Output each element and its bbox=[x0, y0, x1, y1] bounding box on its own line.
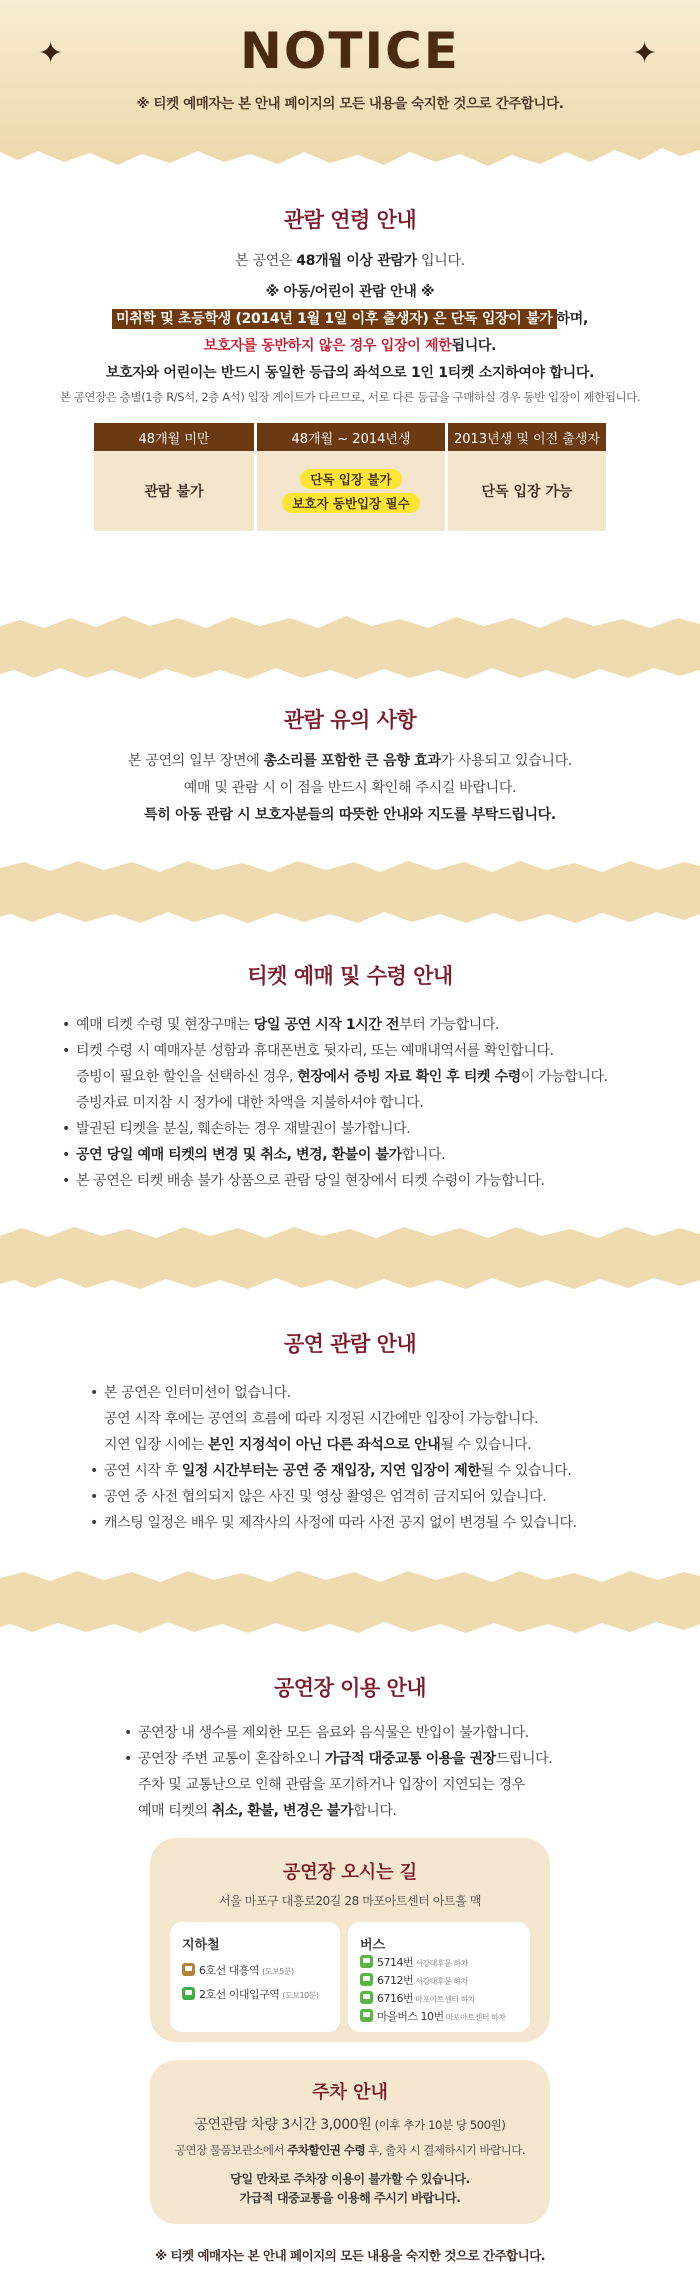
age-table-header: 48개월 미만 bbox=[94, 423, 254, 451]
bus-icon bbox=[360, 1973, 373, 1986]
bus-item bbox=[360, 1972, 468, 1988]
list-item: • 발권된 티켓을 분실, 훼손하는 경우 재발권이 불가합니다. bbox=[62, 1116, 662, 1142]
subway-item-name: 6호선 대흥역 bbox=[199, 1964, 260, 1977]
list-item bbox=[90, 1380, 670, 1458]
paper-divider-3 bbox=[0, 1222, 700, 1294]
bus-item-number: 6712번 bbox=[377, 1974, 414, 1987]
highlight-label: 단독 입장 불가 bbox=[300, 469, 401, 489]
ticket-b2-prefix: 증빙이 필요한 할인을 선택하신 경우, bbox=[76, 1069, 298, 1085]
subway-item bbox=[182, 1962, 294, 1978]
ticket-list bbox=[62, 1012, 662, 1194]
bus-item-stop: 서강대후문 하차 bbox=[413, 1977, 468, 1986]
parking-title: 주차 안내 bbox=[312, 2082, 388, 2103]
parking-discount-prefix: 공연장 물품보관소에서 bbox=[174, 2143, 288, 2157]
caution-line-prefix: 본 공연의 일부 장면에 bbox=[127, 753, 264, 769]
bus-icon bbox=[360, 2009, 373, 2022]
caution-line: 예매 및 관람 시 이 점을 반드시 확인해 주시길 바랍니다. bbox=[183, 780, 517, 796]
age-intro-prefix: 본 공연은 bbox=[235, 253, 297, 269]
parking-warning-line: 당일 만차로 주차장 이용이 불가할 수 있습니다. bbox=[230, 2172, 470, 2186]
list-item bbox=[62, 1038, 662, 1116]
caution-line: 특히 아동 관람 시 보호자분들의 따뜻한 안내와 지도를 부탁드립니다. bbox=[144, 807, 556, 823]
directions-card bbox=[150, 1838, 550, 2042]
parking-rate bbox=[150, 2114, 550, 2134]
ticket-title: 티켓 예매 및 수령 안내 bbox=[247, 964, 453, 988]
parking-discount bbox=[150, 2142, 550, 2158]
perf-b1-suffix: 될 수 있습니다. bbox=[440, 1437, 532, 1453]
venue-b2-suffix: 드립니다. bbox=[495, 1751, 553, 1767]
ticket-b2-line1: 티켓 수령 시 예매자분 성함과 휴대폰번호 뒷자리, 또는 예매내역서를 확인합니다. bbox=[76, 1043, 554, 1059]
venue-b2-bold: 가급적 대중교통 이용을 권장 bbox=[324, 1751, 496, 1767]
venue-b2-l3-bold: 취소, 환불, 변경은 불가 bbox=[211, 1803, 354, 1819]
age-table-header: 2013년생 및 이전 출생자 bbox=[448, 423, 606, 451]
perf-section bbox=[0, 1328, 700, 1358]
age-table-cell: 관람 불가 bbox=[94, 451, 254, 531]
parking-warning-line: 가급적 대중교통을 이용해 주시기 바랍니다. bbox=[239, 2191, 461, 2205]
list-item bbox=[62, 1142, 662, 1168]
perf-b2-prefix: 공연 시작 후 bbox=[104, 1463, 182, 1479]
bus-icon bbox=[360, 1991, 373, 2004]
guardian-required-red: 보호자를 동반하지 않은 경우 입장이 제한 bbox=[203, 338, 452, 354]
child-restriction bbox=[0, 306, 700, 333]
list-item bbox=[124, 1746, 664, 1824]
ticket-b2-line3: 증빙자료 미지참 시 정가에 대한 차액을 지불하셔야 합니다. bbox=[76, 1095, 424, 1111]
paper-divider-4 bbox=[0, 1566, 700, 1638]
parking-card bbox=[150, 2060, 550, 2224]
parking-discount-bold: 주차할인권 수령 bbox=[287, 2143, 366, 2157]
parking-discount-suffix: 후, 출차 시 결제하시기 바랍니다. bbox=[365, 2143, 526, 2157]
ticket-b2-suffix: 이 가능합니다. bbox=[520, 1069, 608, 1085]
child-restriction-highlight: 미취학 및 초등학생 (2014년 1월 1일 이후 출생자) 은 단독 입장이 불가 bbox=[112, 309, 557, 329]
subway-label: 지하철 bbox=[182, 1938, 220, 1953]
perf-b2-bold: 일정 시간부터는 공연 중 재입장, 지연 입장이 제한 bbox=[181, 1463, 481, 1479]
gate-note: 본 공연장은 층별(1층 R/S석, 2층 A석) 입장 게이트가 다르므로, 서로 다른 등급을 구매하실 경우 동반 입장이 제한됩니다. bbox=[59, 390, 641, 404]
age-table bbox=[91, 423, 609, 531]
highlight-label: 보호자 동반입장 필수 bbox=[282, 493, 419, 513]
perf-b1-bold: 본인 지정석이 아닌 다른 좌석으로 안내 bbox=[208, 1437, 441, 1453]
guardian-required bbox=[0, 333, 700, 360]
age-intro-suffix: 입니다. bbox=[416, 253, 465, 269]
ticket-b4-suffix: 합니다. bbox=[401, 1147, 446, 1163]
parking-rate-extra: (이후 추가 10분 당 500원) bbox=[371, 2118, 506, 2132]
ticket-b1-bold: 당일 공연 시작 1시간 전 bbox=[253, 1017, 400, 1033]
subway-box bbox=[170, 1922, 340, 2032]
directions-title: 공연장 오시는 길 bbox=[282, 1862, 418, 1883]
list-item: • 공연 중 사전 협의되지 않은 사진 및 영상 촬영은 엄격히 금지되어 있습니다. bbox=[90, 1484, 670, 1510]
perf-b2-suffix: 될 수 있습니다. bbox=[480, 1463, 572, 1479]
bus-label: 버스 bbox=[360, 1938, 386, 1953]
caution-title: 관람 유의 사항 bbox=[283, 708, 417, 732]
venue-b2-prefix: 공연장 주변 교통이 혼잡하오니 bbox=[138, 1751, 325, 1767]
perf-b1-prefix: 지연 입장 시에는 bbox=[104, 1437, 209, 1453]
age-table-cell: 단독 입장 가능 bbox=[448, 451, 606, 531]
age-intro bbox=[0, 248, 700, 275]
age-title: 관람 연령 안내 bbox=[283, 208, 417, 232]
subway-item-name: 2호선 이대입구역 bbox=[199, 1988, 280, 2001]
footer bbox=[0, 2246, 700, 2264]
age-section bbox=[0, 204, 700, 531]
bus-item-number: 마을버스 10번 bbox=[377, 2010, 444, 2023]
ticket-b1-suffix: 부터 가능합니다. bbox=[399, 1017, 500, 1033]
bus-item-stop: 서강대후문 하차 bbox=[413, 1959, 468, 1968]
age-table-cell bbox=[257, 451, 445, 531]
list-item: • 캐스팅 일정은 배우 및 제작사의 사정에 따라 사전 공지 없이 변경될 수 있습니다. bbox=[90, 1510, 670, 1536]
venue-b2-l3-prefix: 예매 티켓의 bbox=[138, 1803, 212, 1819]
subway-item bbox=[182, 1986, 319, 2002]
perf-b1-line1: 본 공연은 인터미션이 없습니다. bbox=[104, 1385, 291, 1401]
caution-line bbox=[0, 748, 700, 775]
age-intro-bold: 48개월 이상 관람가 bbox=[296, 253, 417, 269]
header-notice: ※ 티켓 예매자는 본 안내 페이지의 모든 내용을 숙지한 것으로 간주합니다. bbox=[136, 96, 564, 112]
caution-line-suffix: 가 사용되고 있습니다. bbox=[440, 753, 573, 769]
paper-divider-2 bbox=[0, 856, 700, 928]
sparkle-right-icon: ✦ bbox=[632, 36, 658, 71]
subway-item-walk: (도보10분) bbox=[282, 1991, 319, 2000]
bus-item-number: 5714번 bbox=[377, 1956, 414, 1969]
list-item: • 공연장 내 생수를 제외한 모든 음료와 음식물은 반입이 불가합니다. bbox=[124, 1720, 664, 1746]
ticket-b1-prefix: 예매 티켓 수령 및 현장구매는 bbox=[76, 1017, 254, 1033]
guardian-seat-note: 보호자와 어린이는 반드시 동일한 등급의 좌석으로 1인 1티켓 소지하여야 합니다. bbox=[105, 365, 595, 381]
age-table-header: 48개월 ~ 2014년생 bbox=[257, 423, 445, 451]
venue-b2-line2: 주차 및 교통난으로 인해 관람을 포기하거나 입장이 지연되는 경우 bbox=[138, 1777, 525, 1793]
page-title: NOTICE bbox=[240, 22, 460, 80]
ticket-b4-bold: 공연 당일 예매 티켓의 변경 및 취소, 변경, 환불이 불가 bbox=[76, 1147, 402, 1163]
child-heading: ※ 아동/어린이 관람 안내 ※ bbox=[265, 284, 435, 300]
bus-item bbox=[360, 1954, 468, 1970]
subway-icon bbox=[182, 1987, 195, 2000]
ticket-section bbox=[0, 960, 700, 990]
list-item: • 본 공연은 티켓 배송 불가 상품으로 관람 당일 현장에서 티켓 수령이 가능합니다. bbox=[62, 1168, 662, 1194]
subway-item-walk: (도보5분) bbox=[262, 1967, 294, 1976]
perf-list bbox=[90, 1380, 670, 1536]
caution-section bbox=[0, 704, 700, 829]
perf-title: 공연 관람 안내 bbox=[283, 1332, 417, 1356]
venue-section bbox=[0, 1672, 700, 1702]
paper-divider-1 bbox=[0, 612, 700, 684]
bus-item bbox=[360, 1990, 475, 2006]
list-item bbox=[90, 1458, 670, 1484]
child-restriction-suffix: 하며, bbox=[556, 311, 588, 327]
bus-item-number: 6716번 bbox=[377, 1992, 414, 2005]
guardian-required-suffix: 됩니다. bbox=[451, 338, 497, 354]
venue-b2-l3-suffix: 합니다. bbox=[353, 1803, 397, 1819]
parking-rate-main: 공연관람 차량 3시간 3,000원 bbox=[194, 2117, 372, 2133]
subway-icon bbox=[182, 1963, 195, 1976]
list-item bbox=[62, 1012, 662, 1038]
venue-list bbox=[124, 1720, 664, 1824]
directions-address: 서울 마포구 대흥로20길 28 마포아트센터 아트홀 맥 bbox=[218, 1894, 482, 1908]
footer-notice: ※ 티켓 예매자는 본 안내 페이지의 모든 내용을 숙지한 것으로 간주합니다. bbox=[154, 2248, 546, 2263]
header bbox=[0, 22, 700, 112]
bus-item bbox=[360, 2008, 506, 2024]
parking-warning bbox=[150, 2170, 550, 2208]
bus-icon bbox=[360, 1955, 373, 1968]
caution-line-bold: 총소리를 포함한 큰 음향 효과 bbox=[263, 753, 441, 769]
bus-box bbox=[348, 1922, 530, 2032]
bus-item-stop: 마포아트센터 하차 bbox=[443, 2013, 506, 2022]
bus-item-stop: 마포아트센터 하차 bbox=[413, 1995, 476, 2004]
perf-b1-line2: 공연 시작 후에는 공연의 흐름에 따라 지정된 시간에만 입장이 가능합니다. bbox=[104, 1411, 539, 1427]
ticket-b2-bold: 현장에서 증빙 자료 확인 후 티켓 수령 bbox=[297, 1069, 521, 1085]
sparkle-left-icon: ✦ bbox=[38, 36, 64, 71]
venue-title: 공연장 이용 안내 bbox=[273, 1676, 427, 1700]
